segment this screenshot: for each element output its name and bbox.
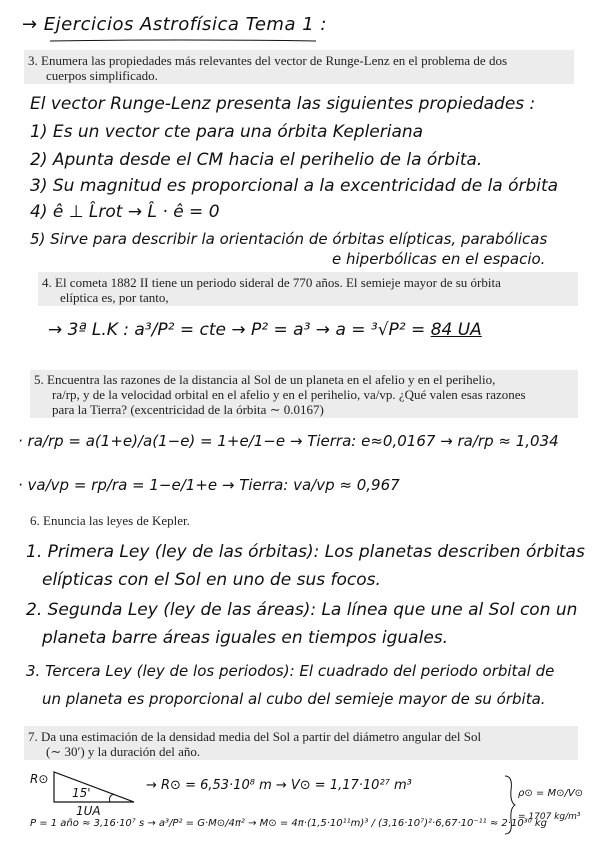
q6-line-1: 1. Primera Ley (ley de las órbitas): Los planetas describen órbitas <box>26 542 585 562</box>
q5-answer-2: · va/vp = rp/ra = 1−e/1+e → Tierra: va/vp ≈ 0,967 <box>18 476 400 494</box>
question-7-line2: (∼ 30′) y la duración del año. <box>46 744 201 759</box>
question-5-line1: 5. Encuentra las razones de la distancia al Sol de un planeta en el afelio y en el perihelio, <box>34 372 496 387</box>
question-3-line2: cuerpos simplificado. <box>46 68 158 83</box>
page-title: → Ejercicios Astrofísica Tema 1 : <box>22 14 327 35</box>
q3-item-1: 1) Es un vector cte para una órbita Kepleriana <box>30 122 424 142</box>
q3-item-4: 4) ê ⊥ L̂rot → L̂ · ê = 0 <box>30 202 220 222</box>
question-6: 6. Enuncia las leyes de Kepler. <box>30 513 190 528</box>
q6-line-2: elípticas con el Sol en uno de sus focos. <box>42 570 381 590</box>
diagram-angle-arc <box>110 794 115 802</box>
q3-intro: El vector Runge-Lenz presenta las siguientes propiedades : <box>30 94 536 114</box>
q4-result: 84 UA <box>430 320 482 340</box>
question-5-line3: para la Tierra? (excentricidad de la órbita ∼ 0.0167) <box>52 402 324 417</box>
q7-line-2: P = 1 año ≈ 3,16·10⁷ s → a³/P² = G·M⊙/4π² → M⊙ = 4π·(1,5·10¹¹m)³ / (3,16·10⁷)²·6,67·10⁻¹¹ ≈ 2·10³⁰ kg <box>30 818 548 829</box>
diagram-triangle <box>54 772 134 802</box>
q7-brace <box>503 774 517 836</box>
q3-item-3: 3) Su magnitud es proporcional a la excentricidad de la órbita <box>30 176 559 196</box>
question-4-line1: 4. El cometa 1882 II tiene un periodo sideral de 770 años. El semieje mayor de su órbita <box>42 275 501 290</box>
sun-angle-diagram <box>50 768 140 808</box>
q5-answer-1: · ra/rp = a(1+e)/a(1−e) = 1+e/1−e → Tierra: e≈0,0167 → ra/rp ≈ 1,034 <box>18 432 559 450</box>
diagram-base-label: 1UA <box>76 804 101 818</box>
q3-item-2: 2) Apunta desde el CM hacia el perihelio de la órbita. <box>30 150 483 170</box>
q4-answer-text: → 3ª L.K : a³/P² = cte → P² = a³ → a = ³√P² = <box>48 320 426 340</box>
question-5-line2: ra/rp, y de la velocidad orbital en el afelio y en el perihelio, va/vp. ¿Qué valen esas razones <box>52 387 526 402</box>
q4-answer <box>48 320 482 340</box>
q3-item-5-cont: e hiperbólicas en el espacio. <box>332 250 546 268</box>
q6-line-3: 2. Segunda Ley (ley de las áreas): La línea que une al Sol con un <box>26 600 578 620</box>
diagram-angle-label: 15' <box>72 786 91 800</box>
question-4-line2: elíptica es, por tanto, <box>60 290 169 305</box>
q6-line-5: 3. Tercera Ley (ley de los periodos): El cuadrado del periodo orbital de <box>26 662 555 680</box>
title-underline <box>48 38 318 44</box>
q7-rho-formula: ρ⊙ = M⊙/V⊙ <box>518 788 584 799</box>
question-7-line1: 7. Da una estimación de la densidad media del Sol a partir del diámetro angular del Sol <box>28 729 482 744</box>
q3-item-5: 5) Sirve para describir la orientación de órbitas elípticas, parabólicas <box>30 230 548 248</box>
question-3-line1: 3. Enumera las propiedades más relevantes del vector de Runge-Lenz en el problema de dos <box>28 53 508 68</box>
q6-line-6: un planeta es proporcional al cubo del semieje mayor de su órbita. <box>42 690 546 708</box>
diagram-radius-label: R⊙ <box>30 772 49 786</box>
q7-rho-value: = 1707 kg/m³ <box>518 812 581 822</box>
q7-line-1: → R⊙ = 6,53·10⁸ m → V⊙ = 1,17·10²⁷ m³ <box>146 778 412 793</box>
q6-line-4: planeta barre áreas iguales en tiempos iguales. <box>42 628 449 648</box>
